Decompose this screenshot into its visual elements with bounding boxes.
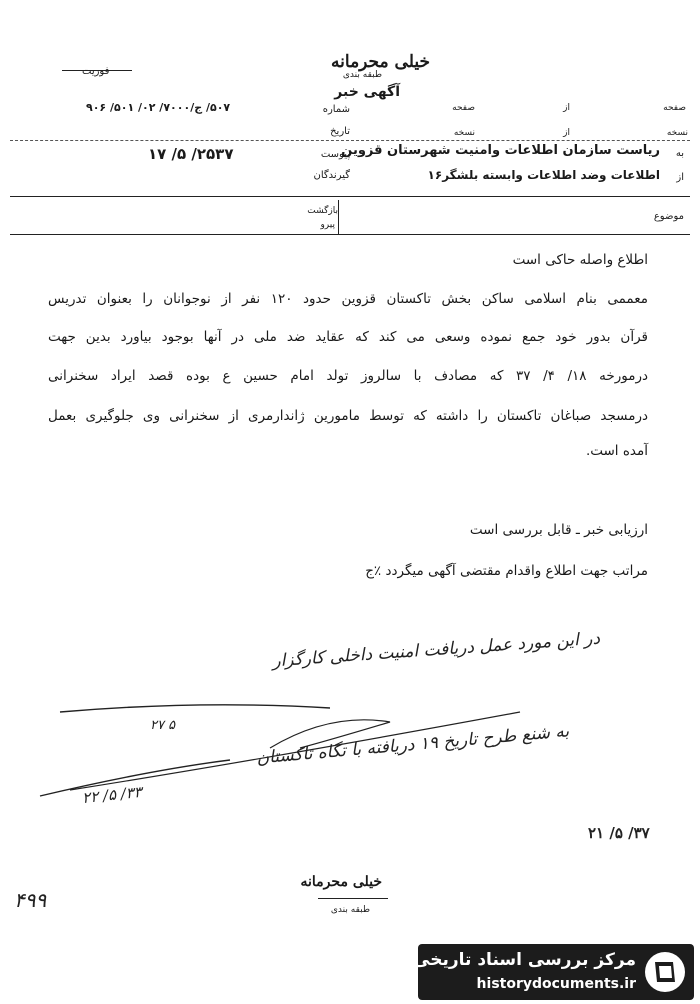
urgency-label: فوریت xyxy=(82,66,110,77)
handwritten-note-1: در این مورد عمل دریافت امنیت داخلی کارگزار xyxy=(271,628,601,672)
number-label: شماره xyxy=(322,104,350,115)
handwritten-numbers: ۵ ۲۷ xyxy=(150,718,176,733)
date-label: تاریخ xyxy=(330,126,350,137)
from-prefix: از xyxy=(676,172,684,183)
underline-stroke-2 xyxy=(40,760,230,796)
signature-stroke xyxy=(270,720,390,748)
footer-underline xyxy=(318,898,388,899)
attach-value: ۲۵۳۷/ ۵/ ۱۷ xyxy=(148,145,234,163)
return-label: بازگشت xyxy=(307,206,338,216)
handwritten-note-2: به شنع طرح تاریخ ۱۹ دریافته با تگاه تاکستان xyxy=(256,721,571,769)
body-line-6: آمده است. xyxy=(585,443,648,459)
from-label-1: از xyxy=(563,103,570,113)
underline-stroke-1 xyxy=(60,705,330,712)
body-line-4: درمورخه ۱۸/ ۴/ ۳۷ که مصادف با سالروز تولد امام حسین ع بوده قصد ایراد سخنرانی xyxy=(48,368,648,384)
copy-label: نسخه xyxy=(666,128,688,138)
copy-label-2: نسخه xyxy=(453,128,475,138)
archive-emblem-icon xyxy=(643,950,687,994)
classification-label: طبقه بندی xyxy=(342,70,382,80)
recipients-label: گیرندگان xyxy=(313,170,350,181)
handwritten-margin-number: ۴۹۹ xyxy=(14,888,47,912)
classification-footer: خیلی محرمانه xyxy=(300,874,382,890)
from-value: اطلاعات وضد اطلاعات وابسته بلشگر۱۶ xyxy=(427,168,660,182)
archive-name: مرکز بررسی اسناد تاریخی xyxy=(413,950,636,970)
evaluation: ارزیابی خبر ـ قابل بررسی است xyxy=(469,522,648,538)
from-label-2: از xyxy=(563,128,570,138)
underline-stroke-3 xyxy=(70,712,520,790)
handwritten-initials: ۳۳/ ۵/ ۲۲ xyxy=(81,782,143,808)
followup-label: پیرو xyxy=(320,220,335,230)
page-label-2: صفحه xyxy=(452,103,475,113)
classification-top: خیلی محرمانه xyxy=(331,52,430,72)
archive-logo xyxy=(413,944,694,1000)
body-line-3: قرآن بدور خود جمع نموده وسعی می کند که عقاید ضد ملی در آنها بوجود بیاورد بدین جهت xyxy=(48,329,648,345)
body-line-2: معممی بنام اسلامی ساکن بخش تاکستان قزوین حدود ۱۲۰ نفر از نوجوانان را بعنوان تدریس xyxy=(48,291,648,307)
closing: مراتب جهت اطلاع واقدام مقتضی آگهی میگردد ٪ج xyxy=(365,563,648,579)
body-line-1: اطلاع واصله حاکی است xyxy=(512,252,648,268)
doc-type: آگهی خبر xyxy=(334,84,400,100)
to-value: ریاست سازمان اطلاعات وامنیت شهرستان قزوین xyxy=(341,143,660,158)
to-prefix: به xyxy=(675,148,684,159)
attach-label: پیوست xyxy=(320,149,350,160)
archive-url: historydocuments.ir xyxy=(476,976,636,992)
subject-label: موضوع xyxy=(653,211,684,222)
page-label: صفحه xyxy=(663,103,686,113)
classification-footer-label: طبقه بندی xyxy=(330,905,370,915)
body-line-5: درمسجد صباغان تاکستان را داشته که توسط مامورین ژاندارمری از سخنرانی وی جلوگیری بعمل xyxy=(48,408,648,424)
handwritten-date: ۳۷/ ۵/ ۲۱ xyxy=(588,824,650,842)
number-value: ۵۰۷/ ج/۷۰۰۰/ ۰۲/ ۵۰۱/ ۹۰۶ xyxy=(86,101,231,114)
